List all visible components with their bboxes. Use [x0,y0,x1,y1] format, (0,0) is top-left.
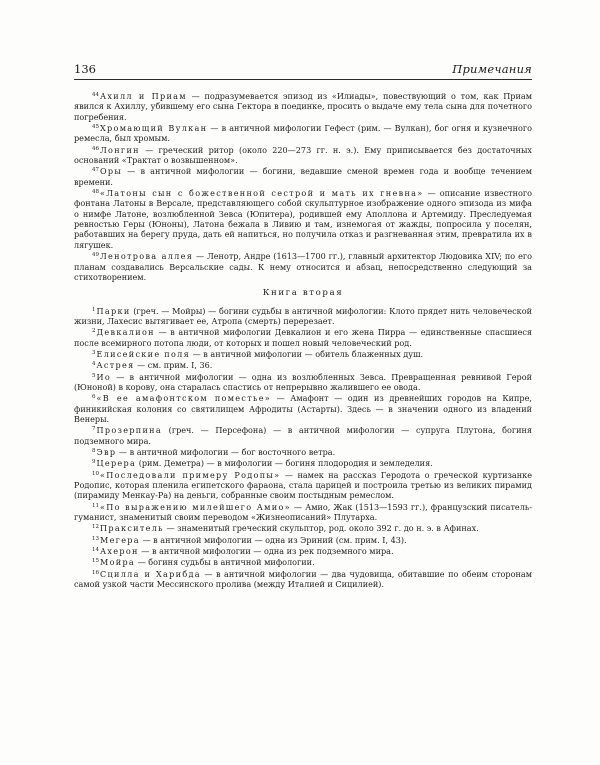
footnote-text: — знаменитый греческий скульптор, род. около 392 г. до н. э. в Афинах. [163,523,479,534]
footnote-text: (греч. — Персефона) — в античной мифологии — супруга Плутона, богиня подземного мира. [74,425,532,446]
footnote-lemma: «Последовали примеру Родопы» [100,469,281,480]
footnote-lemma: Ахерон [100,546,139,557]
footnote-lemma: Девкалион [96,327,155,338]
footnote-lemma: Эвр [96,447,117,457]
footnote-lemma: Лонгин [100,144,140,155]
footnote [74,90,532,122]
footnote-number: 1 [92,306,96,313]
footnote-text: — в античной мифологии Девкалион и его жена Пирра — единственные спасшиеся после всемирного потопа люди, от которых и пошел новый человеческий род. [74,327,532,348]
footnote-number: 44 [92,92,99,98]
footnote-text: — в античной мифологии Гефест (рим. — Вулкан), бог огня и кузнечного ремесла, был хромым. [74,123,532,144]
footnote [74,305,532,327]
footnote-number: 13 [92,535,99,542]
footnote-text: — в античной мифологии — одна из Эриний (см. прим. I, 43). [139,534,407,545]
footnote-text: — Амио, Жак (1513—1593 гг.), французский писатель-гуманист, знаменитый своим переводом «Жизнеописаний» Плутарха. [74,501,532,523]
footnote [74,568,532,590]
footnote-text: — в античной мифологии — два чудовища, обитавшие по обеим сторонам самой узкой части Мессинского пролива (между Италией и Сицилией). [74,568,532,590]
running-title: Примечания [452,62,532,76]
footnote-number: 5 [92,372,96,379]
footnote-number: 3 [92,349,96,356]
footnote-lemma: Пракситель [100,523,164,534]
footnote-number: 4 [92,361,96,368]
notes-body [74,90,532,589]
header-rule [74,79,532,80]
footnote-number: 11 [92,502,99,509]
footnote-number: 46 [92,145,99,152]
section-title: Книга вторая [262,288,344,299]
footnote [74,446,532,457]
footnote [74,250,532,282]
footnote-number: 6 [92,394,96,401]
footnote [74,122,532,144]
page-header [74,62,532,76]
footnote [74,522,532,533]
footnote [74,469,532,501]
footnote-text: — в античной мифологии — одна из возлюбленных Зевса. Превращенная ревнивой Герой (Юноной) в корову, она старалась спастись от непрерывно жалившего ее овода. [74,371,532,392]
footnote [74,165,532,187]
footnote-text: — в античной мифологии — обитель блаженных душ. [190,348,424,359]
footnote-lemma: Ленотрова аллея [100,251,194,262]
footnote-text: — подразумевается эпизод из «Илиады», повествующий о том, как Приам явился к Ахиллу, убившему его сына Гектора в поединке, просить о выдаче ему тела сына для почетного погребения. [74,91,532,122]
footnote [74,392,532,424]
footnote-lemma: Сцилла и Харибда [100,568,201,579]
footnote-number: 47 [92,167,99,174]
footnote [74,359,532,370]
footnote-number: 8 [92,448,96,454]
notes-book-two [74,305,532,590]
notes-book-one [74,90,532,282]
footnote [74,348,532,359]
footnote-text: — в античной мифологии — бог восточного ветра. [116,447,336,457]
footnote-text: (греч. — Мойры) — богини судьбы в античной мифологии: Клото прядет нить человеческой жизни, Лахесис вытягивает ее, Атропа (смерть) перерезает. [74,305,532,326]
footnote-text: — Амафонт — один из древнейших городов на Кипре, финикийская колония со святилищем Афродиты (Астарты). Здесь — в значении одного из владений Венеры. [74,393,532,424]
footnote [74,144,532,166]
footnote-number: 9 [92,459,96,466]
footnote-number: 2 [92,328,96,335]
footnote-lemma: Мойра [100,557,136,568]
footnote-number: 48 [92,189,99,196]
footnote-text: — в античной мифологии — богини, ведавшие сменой времен года и вообще течением времени. [74,166,532,187]
footnote-number: 12 [92,524,99,531]
footnote-number: 7 [92,426,96,433]
footnote [74,326,532,348]
footnote-number: 16 [92,569,99,576]
footnote-text: — описание известного фонтана Латоны в Версале, представляющего собой скульптурное изображение одного эпизода из мифа о нимфе Латоне, возлюбленной Зевса (Юпитера), родившей ему Аполлона и Артемиду. Преследуемая ревностью Геры (Юноны), Латона бежала в Ливию и там, изнемогая от жажды, попросила у поселян, работавших на берегу пруда, дать ей напиться, но получила отказ и разгневанная этим, превратила их в лягушек. [74,188,532,250]
footnote-number: 45 [92,124,99,131]
footnote-text: — богиня судьбы в античной мифологии. [135,557,315,568]
footnote [74,534,532,545]
footnote [74,545,532,556]
footnote [74,371,532,393]
footnote [74,187,532,250]
footnote-text: (рим. Деметра) — в мифологии — богиня плодородия и земледелия. [136,458,433,469]
footnote-number: 15 [92,558,99,565]
footnote [74,556,532,567]
footnote-lemma: Мегера [100,534,140,545]
footnote-lemma: «По выражению милейшего Амио» [100,501,291,512]
footnote-lemma: Ио [96,371,112,382]
footnote-number: 49 [92,252,99,259]
footnote-number: 10 [92,470,99,477]
footnote-lemma: «В ее амафонтском поместье» [96,393,272,404]
footnote-lemma: Церера [96,458,137,469]
footnote-lemma: Прозерпина [96,425,163,436]
footnote-lemma: Оры [100,166,123,177]
footnote-lemma: Хромающий Вулкан [100,123,208,134]
footnote [74,457,532,468]
footnote-text: — Ленотр, Андре (1613—1700 гг.), главный архитектор Людовика XIV; по его планам создавались Версальские сады. К нему относится и абзац, непосредственно следующий за стихотворением. [74,251,532,282]
footnote-text: — намек на рассказ Геродота о греческой куртизанке Родопис, которая пленила египетского фараона, стала царицей и построила третью из великих пирамид (пирамиду Менкау-Ра) на деньги, собранные своим постыдным ремеслом. [74,469,532,501]
page-number: 136 [74,62,96,76]
footnote-number: 14 [92,547,99,554]
footnote-lemma: Парки [96,305,131,316]
footnote-lemma: Ахилл и Приам [100,91,187,101]
footnote-lemma: «Латоны сын с божественной сестрой и мать их гневна» [100,188,424,199]
footnote-lemma: Елисейские поля [96,348,191,359]
footnote-text: — см. прим. I, 36. [134,360,213,371]
footnote-lemma: Астрея [96,360,135,371]
footnote-text: — греческий ритор (около 220—273 гг. н. э.). Ему приписывается без достаточных оснований «Трактат о возвышенном». [74,144,532,166]
footnote [74,501,532,523]
footnote-text: — в античной мифологии — одна из рек подземного мира. [138,546,394,557]
footnote [74,424,532,446]
